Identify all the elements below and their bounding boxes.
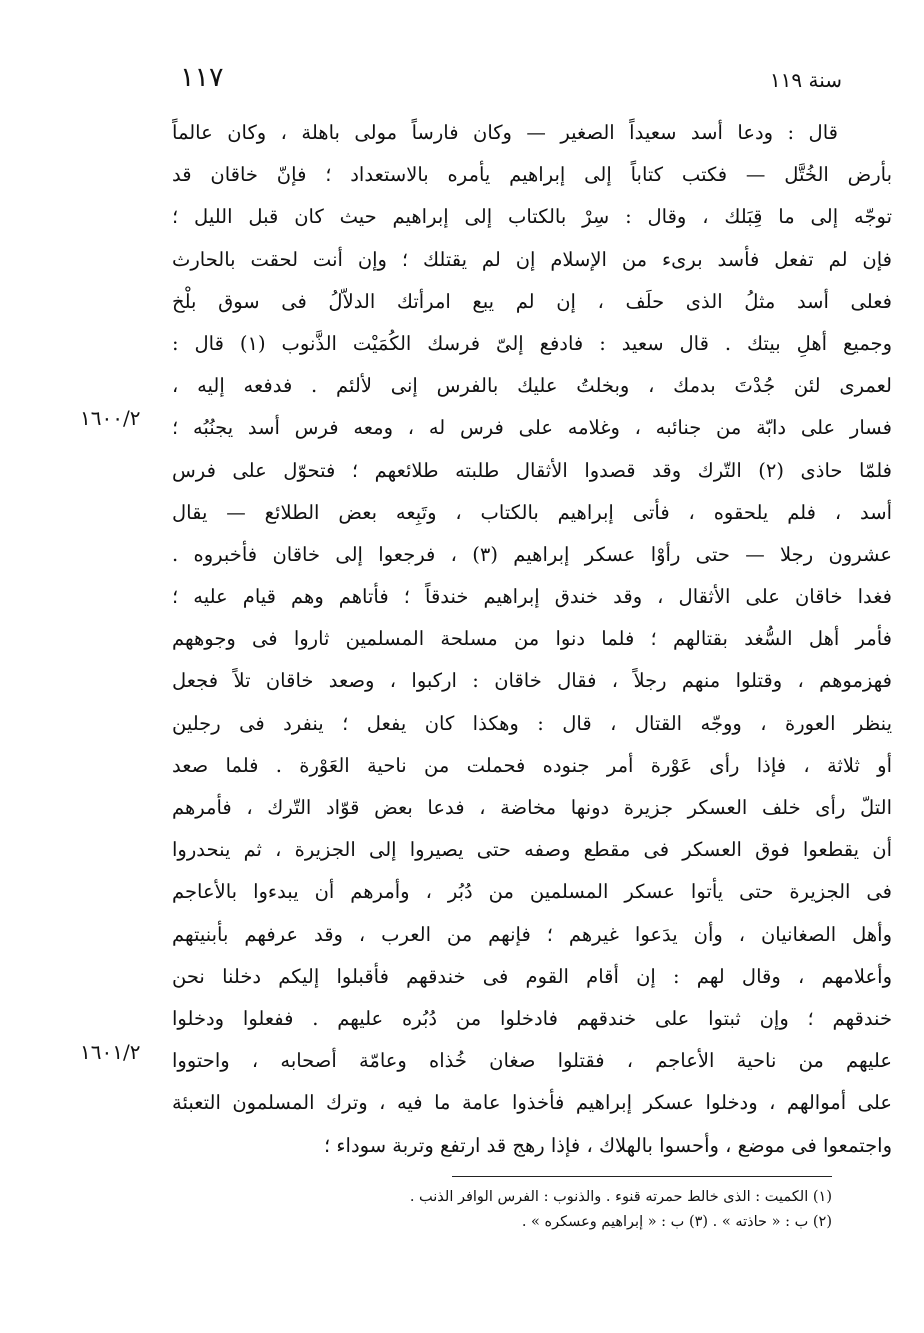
text-line: فأمر أهل السُّغد بقتالهم ؛ فلما دنوا من مسلحة المسلمين ثاروا فى وجوههم xyxy=(172,627,892,651)
footnote: (١) الكميت : الذى خالط حمرته قنوء . والذنوب : الفرس الوافر الذنب . xyxy=(409,1189,832,1205)
text-line: فى الجزيرة حتى يأتوا عسكر المسلمين من دُبُر ، وأمرهم أن يبدءوا بالأعاجم xyxy=(172,880,892,904)
text-line: خندقهم ؛ وإن ثبتوا على خندقهم فادخلوا من دُبُره عليهم . ففعلوا ودخلوا xyxy=(172,1006,892,1030)
text-line: عشرون رجلا — حتى رأوْا عسكر إبراهيم (٣) ، فرجعوا إلى خاقان فأخبروه . xyxy=(172,542,892,566)
text-line: التلّ رأى خلف العسكر جزيرة دونها مخاضة ، فدعا بعض قوّاد التّرك ، فأمرهم xyxy=(172,796,892,819)
text-line: واجتمعوا فى موضع ، وأحسوا بالهلاك ، فإذا رهج قد ارتفع وتربة سوداء ؛ xyxy=(323,1133,892,1157)
text-line: ينظر العورة ، ووجّه القتال ، قال : وهكذا كان يفعل ؛ ينفرد فى رجلين xyxy=(172,711,892,735)
text-line: فغدا خاقان على الأثقال ، وقد خندق إبراهيم خندقاً ؛ فأتاهم وهم قيام عليه ؛ xyxy=(172,585,892,609)
text-line: لعمرى لئن جُدْتَ بدمك ، وبخلتُ عليك بالفرس إنى لألئم . فدفعه إليه ، xyxy=(172,374,892,398)
text-line: عليهم من ناحية الأعاجم ، فقتلوا صغان خُذاه وعامّة أصحابه ، واحتووا xyxy=(172,1049,892,1073)
text-line: فسار على دابّة من جنائبه ، وغلامه على فرس له ، ومعه فرس أسد يجنُبُه ؛ xyxy=(172,416,892,440)
text-line: فلمّا حاذى (٢) التّرك وقد قصدوا الأثقال طلبته طلائعهم ؛ فتحوّل على فرس xyxy=(172,458,892,482)
text-line: فعلى أسد مثلُ الذى حلَف ، إن لم يبع امرأتك الدلاّلُ فى سوق بلْخ xyxy=(172,289,892,313)
running-header: سنة ١١٩ xyxy=(769,68,842,92)
text-line: وأعلامهم ، وقال لهم : إن أقام القوم فى خندقهم فأقبلوا إليكم دخلنا نحن xyxy=(172,964,892,988)
text-line: على أموالهم ، ودخلوا عسكر إبراهيم فأخذوا عامة ما فيه ، وترك المسلمون التعبئة xyxy=(172,1091,892,1115)
text-line: أن يقطعوا فوق العسكر فى مقطع وصفه حتى يصيروا إلى الجزيرة ، ثم ينحدروا xyxy=(172,838,892,862)
margin-reference: ١٦٠١/٢ xyxy=(80,1040,141,1064)
page-number: ١١٧ xyxy=(180,62,224,93)
text-line: قال : ودعا أسد سعيداً الصغير — وكان فارساً مولى باهلة ، وكان عالماً xyxy=(172,121,838,144)
footnotes-block xyxy=(132,1185,832,1235)
text-line: وجميع أهلِ بيتك . قال سعيد : فادفع إلىّ فرسك الكُمَيْت الذَّنوب (١) قال : xyxy=(172,331,892,355)
text-line: بأرض الخُتَّل — فكتب كتاباً إلى إبراهيم يأمره بالاستعداد ؛ فإنّ خاقان قد xyxy=(172,163,892,187)
text-line: فإن لم تفعل فأسد برىء من الإسلام إن لم يقتلك ؛ وإن أنت لحقت بالحارث xyxy=(172,247,892,271)
text-line: أسد ، فلم يلحقوه ، فأتى إبراهيم بالكتاب ، وتَبِعه بعض الطلائع — يقال xyxy=(172,500,892,524)
text-line: أو ثلاثة ، فإذا رأى عَوْرة أمر جنوده فحملت من ناحية العَوْرة . فلما صعد xyxy=(172,753,892,777)
text-line: فهزموهم ، وقتلوا منهم رجلاً ، فقال خاقان : اركبوا ، وصعد خاقان تلاً فجعل xyxy=(172,669,892,693)
main-text-block xyxy=(172,112,892,1167)
footnote: (٢) ب : « حاذته » . (٣) ب : « إبراهيم وعسكره » . xyxy=(521,1214,832,1230)
text-line: وأهل الصغانيان ، وأن يدَعوا غيرهم ؛ فإنهم من العرب ، وقد عرفهم بأبنيتهم xyxy=(172,922,892,946)
margin-reference: ١٦٠٠/٢ xyxy=(80,406,141,430)
text-line: توجّه إلى ما قِبَلك ، وقال : سِرْ بالكتاب إلى إبراهيم حيث كان قبل الليل ؛ xyxy=(172,205,892,229)
footnote-divider xyxy=(452,1176,832,1177)
